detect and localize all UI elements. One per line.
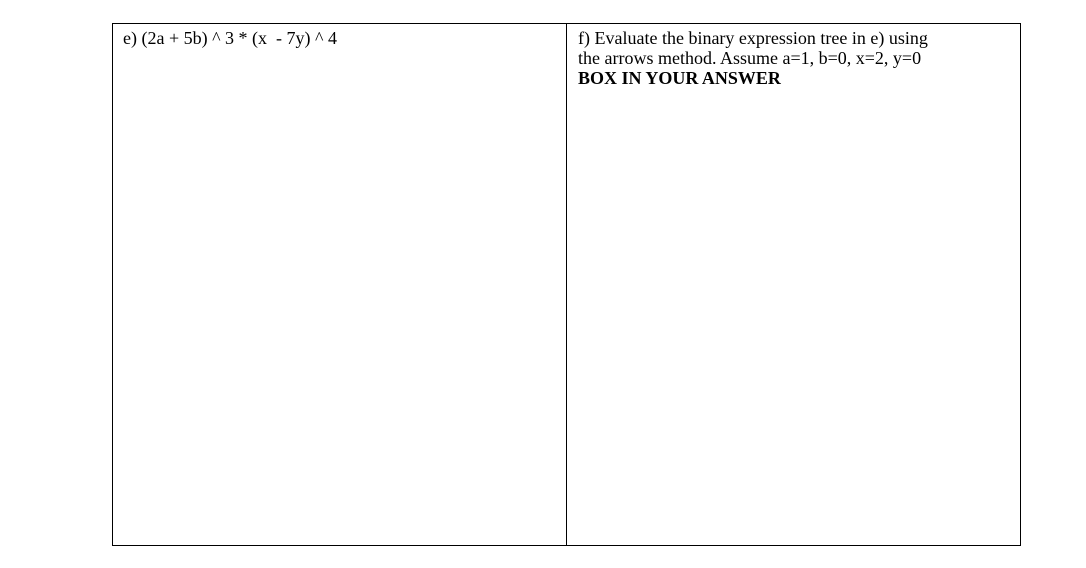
question-f-text-line-2: the arrows method. Assume a=1, b=0, x=2, y=0 (578, 48, 922, 68)
question-e-expression: e) (2a + 5b) ^ 3 * (x - 7y) ^ 4 (123, 28, 337, 48)
worksheet-table (112, 23, 1021, 546)
question-f-cell (567, 24, 1020, 545)
question-f-text-line-1: f) Evaluate the binary expression tree in e) using (578, 28, 928, 48)
question-e-cell (113, 24, 567, 545)
answer-instruction: BOX IN YOUR ANSWER (578, 68, 781, 88)
